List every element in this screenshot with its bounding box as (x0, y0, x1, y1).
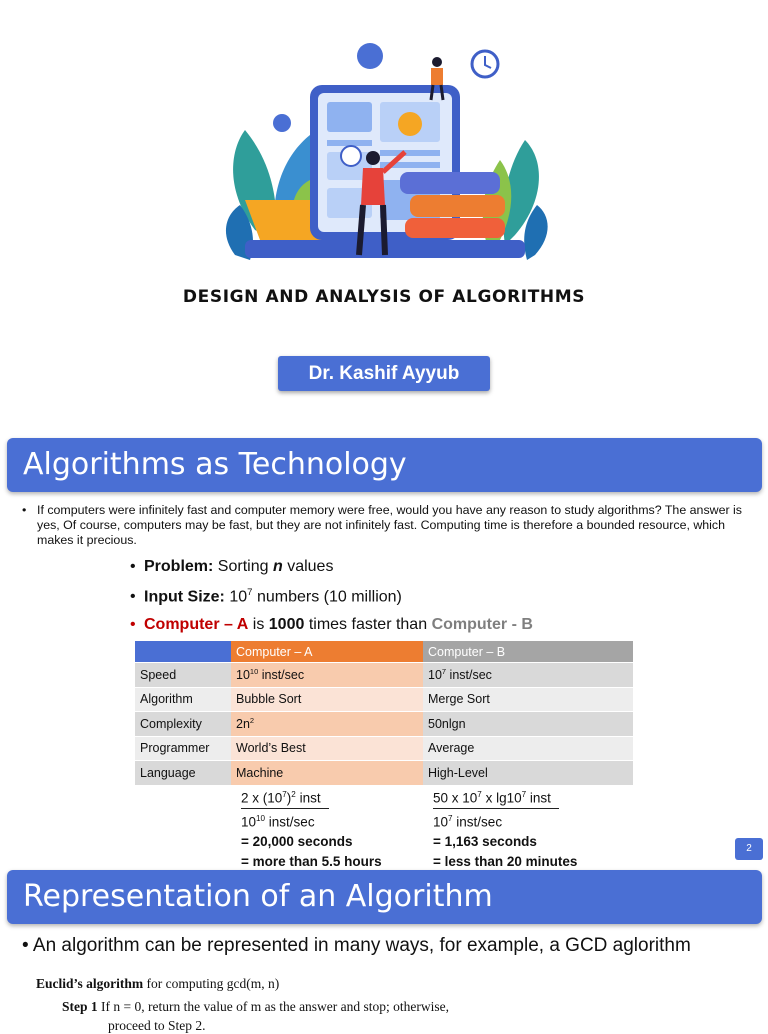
table-cell: High-Level (423, 761, 633, 786)
slide-title-algorithms-as-technology: Algorithms as Technology (7, 438, 762, 492)
person-head (366, 151, 380, 165)
table-cell: Language (135, 761, 231, 786)
times-value: 1000 (268, 616, 305, 633)
calc-a-result-seconds: = 20,000 seconds (241, 834, 353, 849)
intro-paragraph (22, 503, 742, 548)
globe-icon (357, 43, 383, 69)
book-2 (410, 195, 505, 217)
problem-point: • Problem: Sorting n values (130, 558, 334, 575)
book-1 (400, 172, 500, 194)
problem-n: n (272, 558, 283, 575)
calc-b-numerator: 50 x $10^7$ x $\lg 10^7$ inst (433, 785, 559, 809)
table-row (135, 663, 633, 688)
table-cell: Machine (231, 761, 423, 786)
table-row (135, 712, 633, 737)
table-row (135, 687, 633, 712)
table-cell: Algorithm (135, 687, 231, 712)
faster-than: times faster than (308, 616, 428, 633)
comparison-table (135, 641, 633, 786)
table-cell: Speed (135, 663, 231, 688)
calc-a-result-hours: = more than 5.5 hours (241, 853, 382, 869)
problem-text-post: values (287, 558, 334, 575)
input-rest: numbers (10 million) (256, 588, 402, 606)
table-cell: $10^{10}$ inst/sec (231, 663, 423, 688)
representation-text: An algorithm can be represented in many ways, for example, a GCD aglorithm (32, 935, 691, 956)
table-cell: $2n^2$ (231, 712, 423, 737)
intro-text: If computers were infinitely fast and computer memory were free, would you have any reason to study algorithms? The answer is yes, Of course, computers may be fast, but they are not infinitely fast. Computing time is therefore a bounded resource, which makes it precious. (37, 503, 742, 547)
computer-comparison-point: • Computer – A is 1000 times faster than Computer - B (130, 616, 533, 633)
calculation-computer-b (433, 785, 577, 871)
bullet: • (22, 503, 27, 517)
calc-b-result-seconds: = 1,163 seconds (433, 834, 537, 849)
euclid-algorithm-figure (30, 972, 535, 1033)
person-body (361, 168, 385, 205)
table-cell: World’s Best (231, 736, 423, 761)
table-header-row (135, 641, 633, 663)
computer-a-label: Computer – A (144, 616, 249, 633)
page-number-badge: 2 (735, 838, 763, 860)
table-cell: Complexity (135, 712, 231, 737)
bell-icon (273, 114, 291, 132)
euclid-title-rest: for computing gcd(m, n) (146, 976, 280, 991)
table-cell: Merge Sort (423, 687, 633, 712)
slide-title-representation: Representation of an Algorithm (7, 870, 762, 924)
book-3 (405, 218, 505, 238)
table-row (135, 736, 633, 761)
problem-label: Problem: (144, 558, 214, 575)
author-badge: Dr. Kashif Ayyub (278, 356, 490, 391)
step1-label: Step 1 (62, 999, 98, 1014)
calc-a-denominator: $10^{10}$ inst/sec (241, 814, 315, 830)
input-base: 10 (229, 588, 248, 606)
calc-b-denominator: $10^7$ inst/sec (433, 814, 503, 830)
calc-b-result-minutes: = less than 20 minutes (433, 853, 578, 869)
table-cell: Bubble Sort (231, 687, 423, 712)
is-word: is (252, 616, 265, 633)
input-exp: 7 (247, 587, 253, 598)
table-cell: Average (423, 736, 633, 761)
euclid-title: Euclid’s algorithm (36, 976, 144, 991)
calculation-computer-a (241, 785, 382, 871)
calc-a-numerator: 2 x $(10^7)^2$ inst (241, 785, 329, 809)
table-header-cell (135, 641, 231, 663)
table-header-cell: Computer – A (231, 641, 423, 663)
representation-point: • An algorithm can be represented in many ways, for example, a GCD aglorithm (22, 935, 691, 956)
table-header-cell: Computer – B (423, 641, 633, 663)
table-cell: $10^7$ inst/sec (423, 663, 633, 688)
problem-text: Sorting (217, 558, 269, 575)
input-size-point: • Input Size: $10^7$ numbers (10 million) (130, 587, 402, 606)
course-title: DESIGN AND ANALYSIS OF ALGORITHMS (182, 287, 586, 307)
table-row (135, 761, 633, 786)
input-label: Input Size: (144, 588, 225, 606)
computer-b-label: Computer - B (431, 616, 533, 633)
step1-text: If n = 0, return the value of m as the answer and stop; otherwise, (101, 999, 450, 1014)
table-cell: Programmer (135, 736, 231, 761)
table-cell: 50nlgn (423, 712, 633, 737)
hero-illustration (215, 40, 555, 265)
step1-continuation: proceed to Step 2. (108, 1018, 206, 1033)
